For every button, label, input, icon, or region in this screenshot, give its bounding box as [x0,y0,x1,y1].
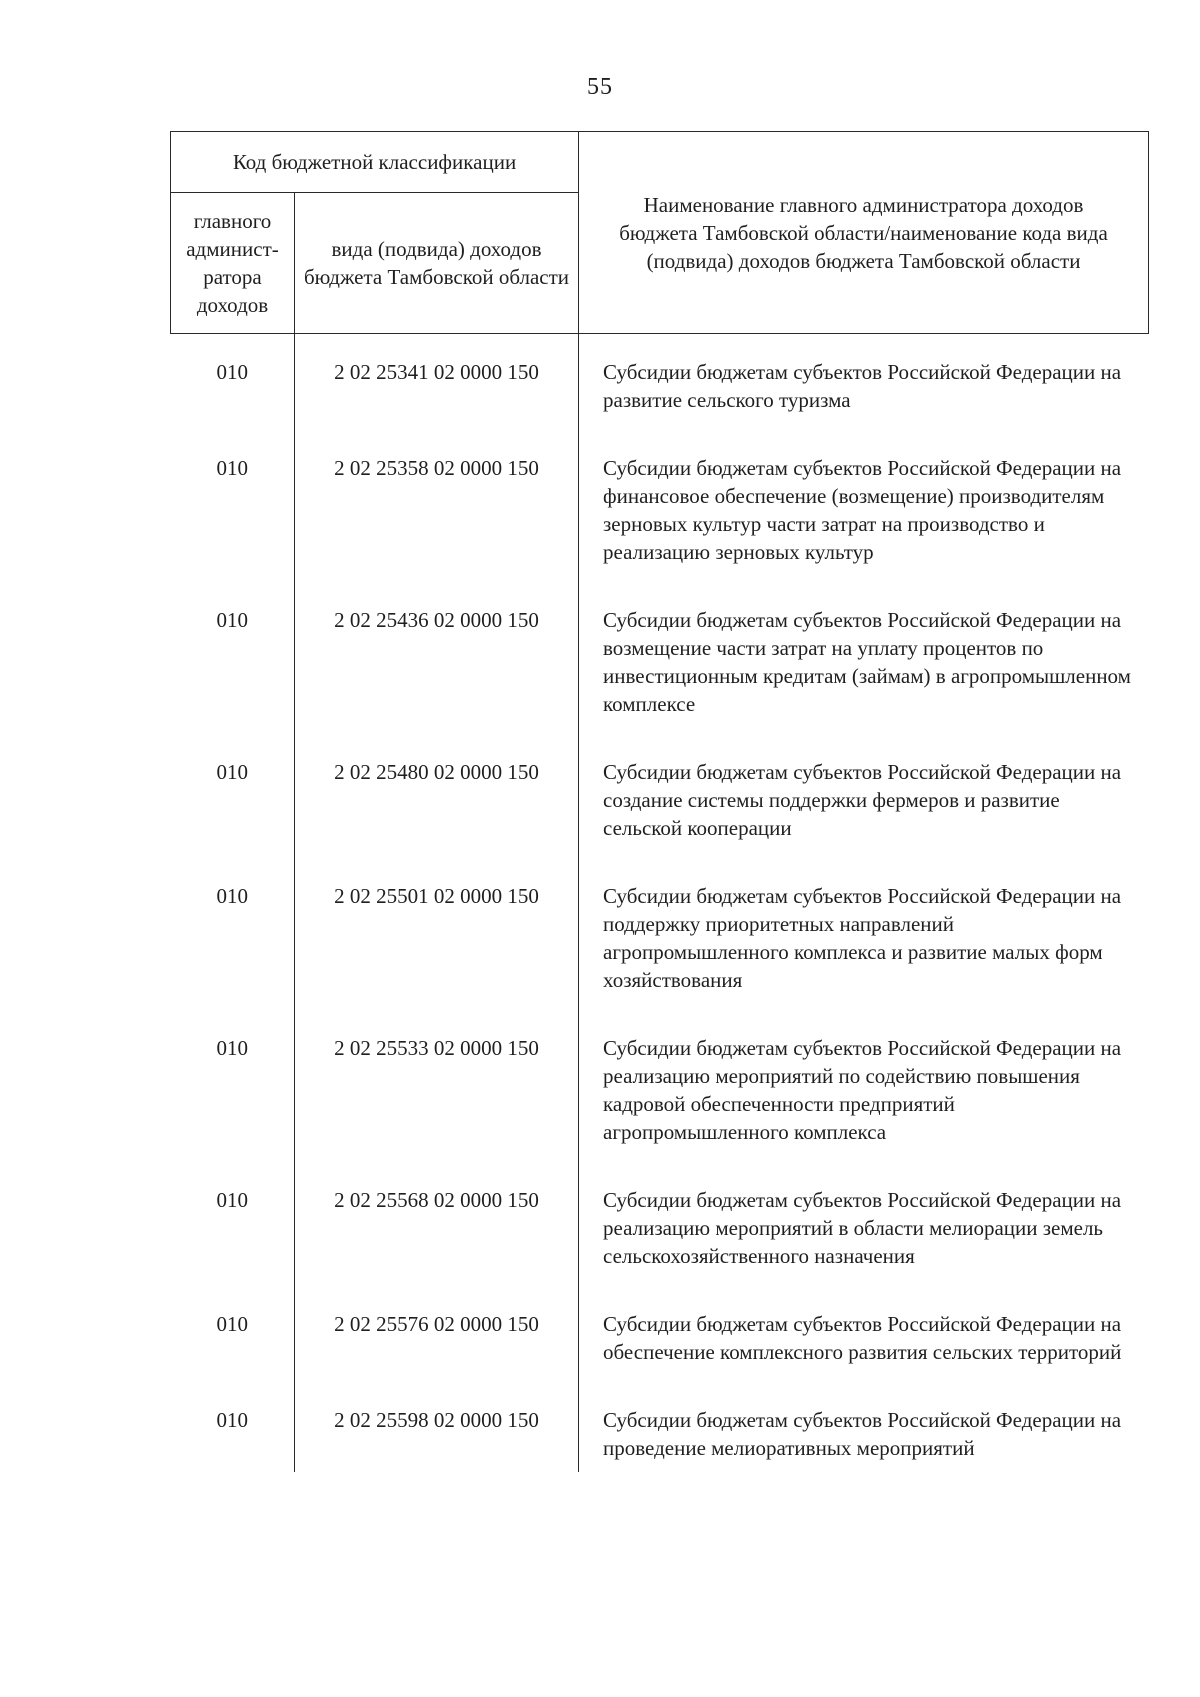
table-row [171,334,1149,435]
cell-income-code: 2 02 25436 02 0000 150 [295,586,579,738]
cell-income-code: 2 02 25598 02 0000 150 [295,1386,579,1472]
cell-income-code: 2 02 25576 02 0000 150 [295,1290,579,1386]
cell-administrator-code: 010 [171,738,295,862]
header-administrator-name: Наименование главного администратора доходов бюджета Тамбовской области/наименование кода вида (подвида) доходов бюджета Тамбовской области [579,132,1149,334]
cell-income-name: Субсидии бюджетам субъектов Российской Федерации на проведение мелиоративных мероприятий [603,1408,1122,1460]
page-number: 55 [587,74,613,100]
cell-income-name: Субсидии бюджетам субъектов Российской Федерации на обеспечение комплексного развития сельских территорий [603,1312,1122,1364]
cell-income-code: 2 02 25568 02 0000 150 [295,1166,579,1290]
table-row [171,862,1149,1014]
cell-income-name: Субсидии бюджетам субъектов Российской Федерации на создание системы поддержки фермеров и развитие сельской кооперации [603,760,1122,840]
table-row [171,586,1149,738]
header-income-type-code: вида (подвида) доходов бюджета Тамбовской области [295,193,579,334]
cell-administrator-code: 010 [171,434,295,586]
cell-income-code: 2 02 25341 02 0000 150 [295,334,579,435]
budget-classification-table [170,131,1149,1472]
cell-income-name: Субсидии бюджетам субъектов Российской Федерации на развитие сельского туризма [603,360,1122,412]
cell-administrator-code: 010 [171,1386,295,1472]
cell-administrator-code: 010 [171,1014,295,1166]
cell-administrator-code: 010 [171,1166,295,1290]
table-row [171,1386,1149,1472]
table-row [171,1014,1149,1166]
table-row [171,738,1149,862]
cell-administrator-code: 010 [171,1290,295,1386]
table-header [171,132,1149,334]
budget-classification-table-container [170,131,1148,1472]
cell-income-name: Субсидии бюджетам субъектов Российской Федерации на финансовое обеспечение (возмещение) производителям зерновых культур части затрат на производство и реализацию зерновых культур [603,456,1122,564]
cell-administrator-code: 010 [171,586,295,738]
cell-income-name: Субсидии бюджетам субъектов Российской Федерации на поддержку приоритетных направлений агропромышленного комплекса и развитие малых форм хозяйствования [603,884,1122,992]
table-body [171,334,1149,1473]
cell-income-name: Субсидии бюджетам субъектов Российской Федерации на реализацию мероприятий в области мелиорации земель сельскохозяйственного назначения [603,1188,1122,1268]
cell-administrator-code: 010 [171,862,295,1014]
cell-income-code: 2 02 25480 02 0000 150 [295,738,579,862]
header-main-administrator: главного админист-ратора доходов [171,193,295,334]
cell-income-code: 2 02 25358 02 0000 150 [295,434,579,586]
cell-income-code: 2 02 25501 02 0000 150 [295,862,579,1014]
table-row [171,434,1149,586]
cell-income-name: Субсидии бюджетам субъектов Российской Федерации на возмещение части затрат на уплату процентов по инвестиционным кредитам (займам) в агропромышленном комплексе [603,608,1131,716]
table-row [171,1290,1149,1386]
table-row [171,1166,1149,1290]
cell-income-code: 2 02 25533 02 0000 150 [295,1014,579,1166]
cell-administrator-code: 010 [171,334,295,435]
header-budget-classification-code: Код бюджетной классификации [171,132,579,193]
cell-income-name: Субсидии бюджетам субъектов Российской Федерации на реализацию мероприятий по содействию повышения кадровой обеспеченности предприятий агропромышленного комплекса [603,1036,1122,1144]
